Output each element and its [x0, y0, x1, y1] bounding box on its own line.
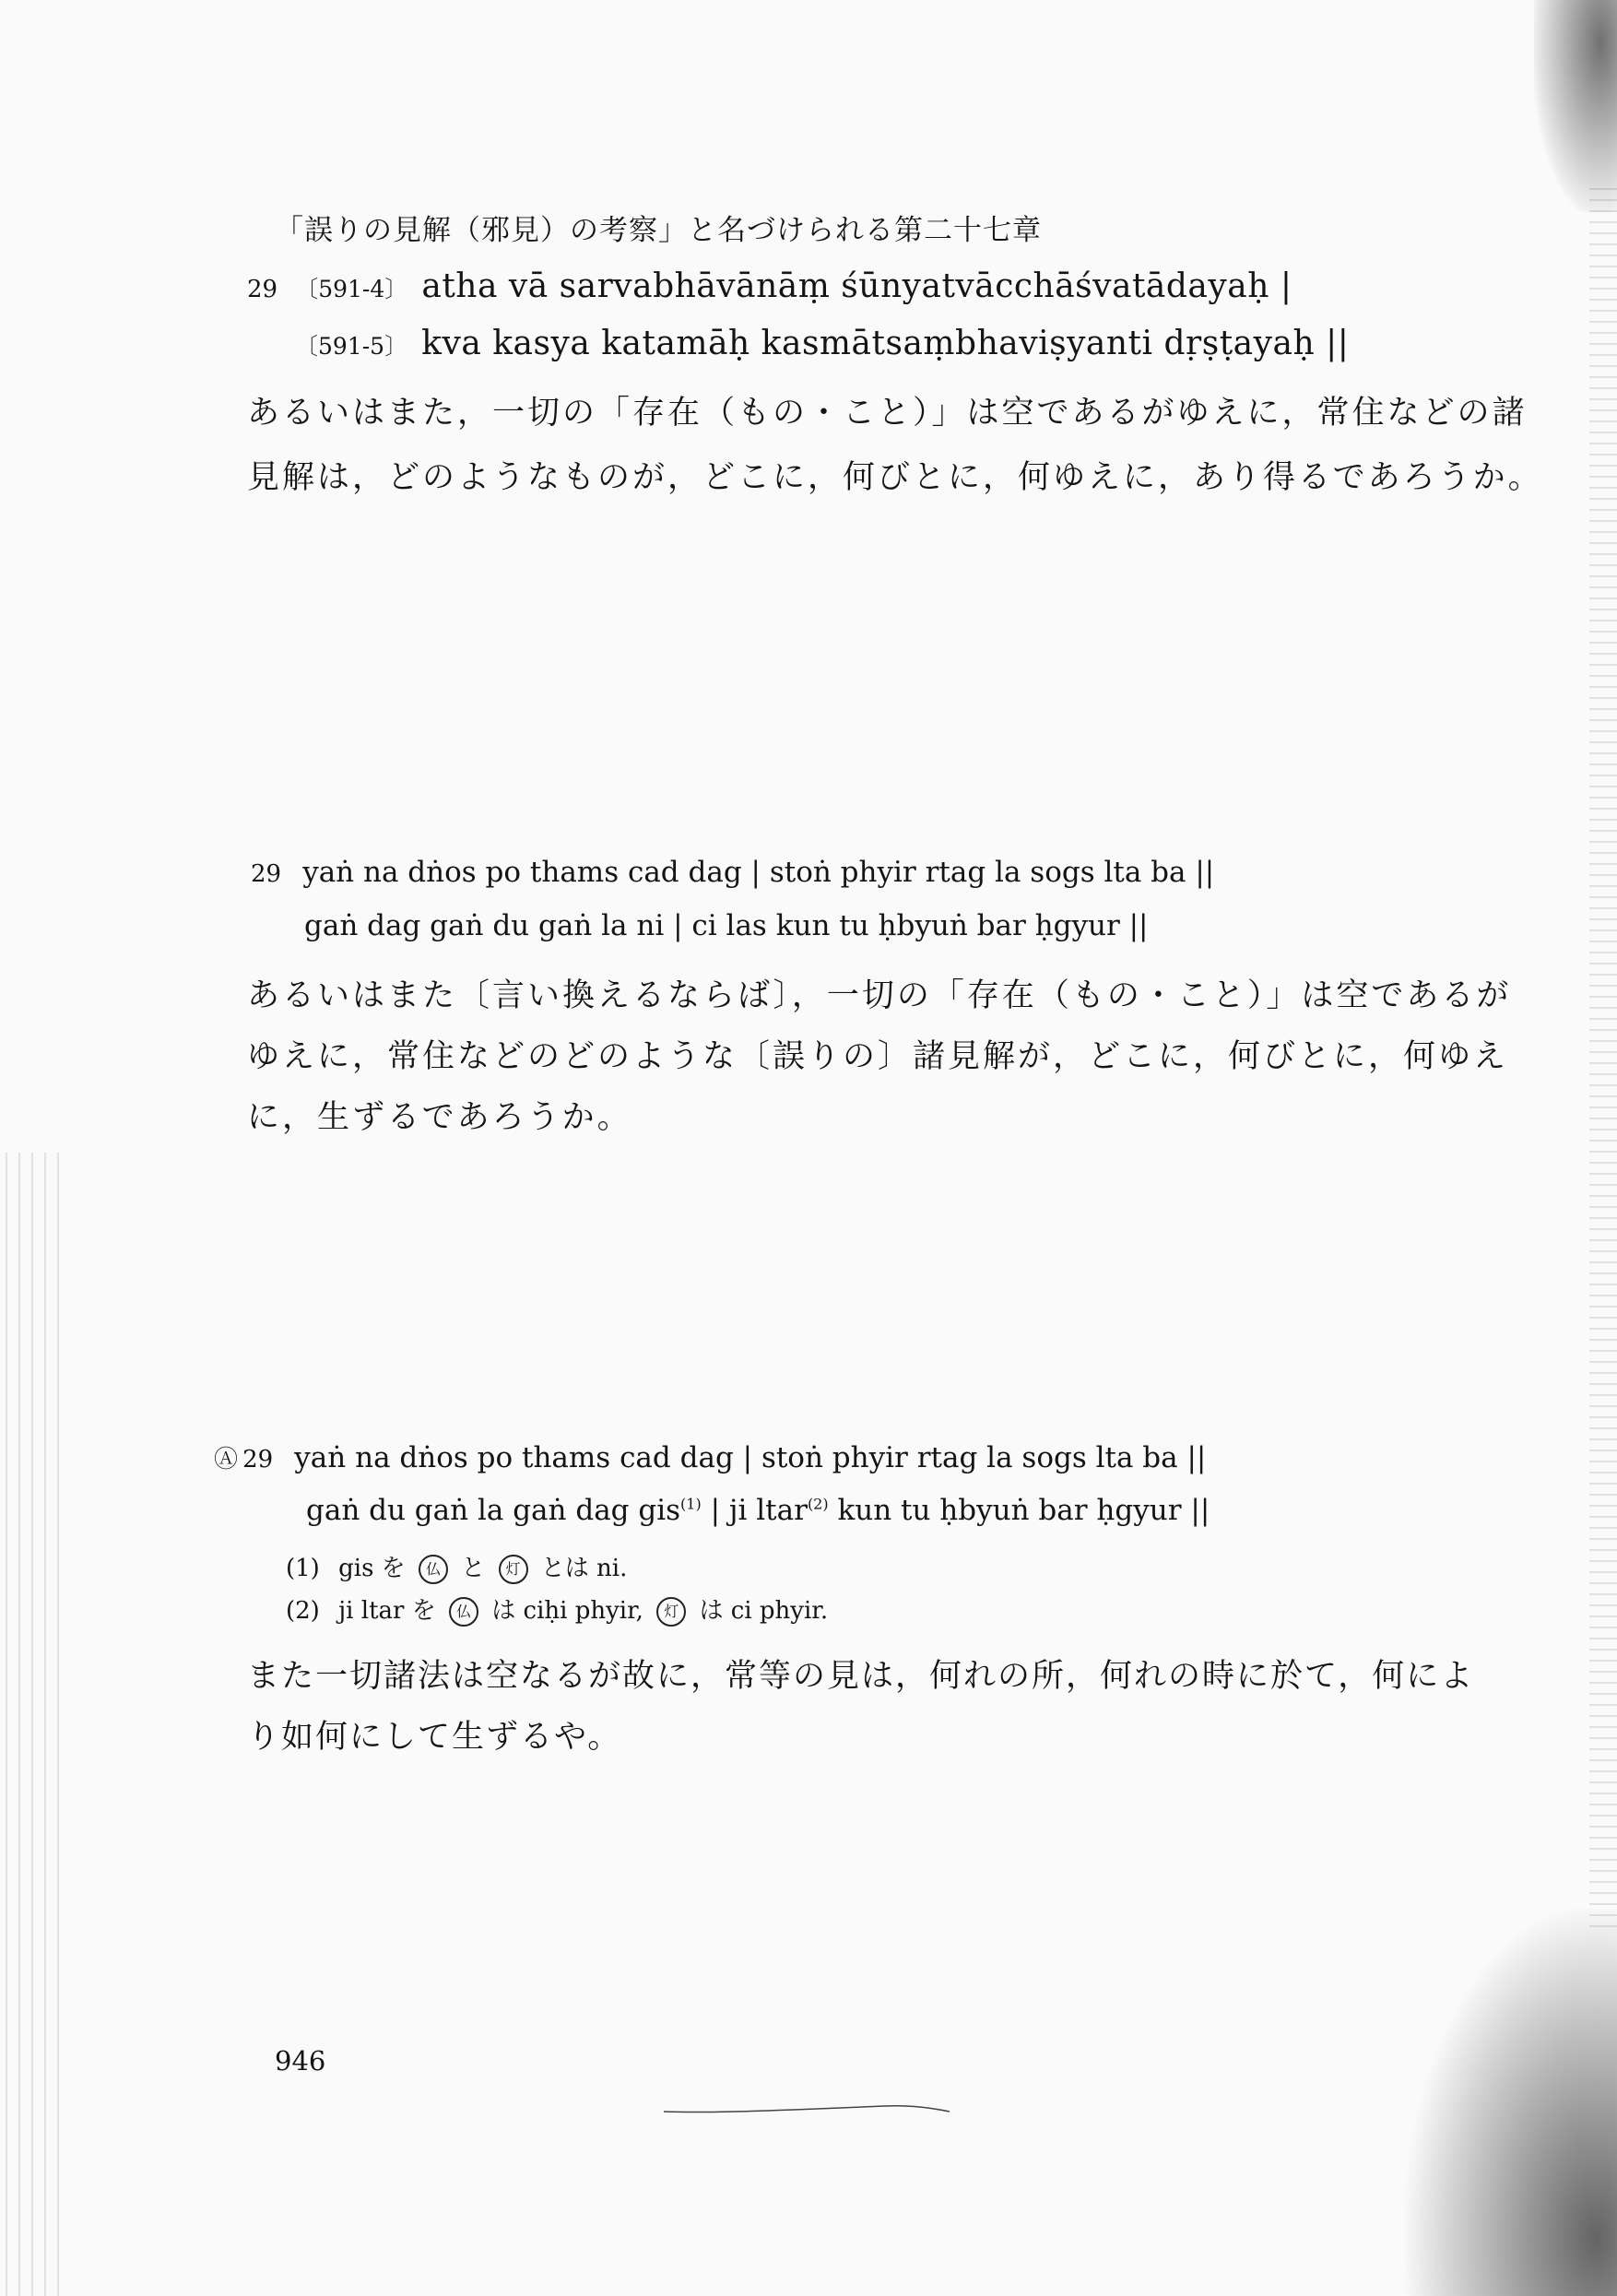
sanskrit-text: kva kasya katamāḥ kasmātsaṃbhaviṣyanti dṛṣṭayaḥ ||: [421, 325, 1350, 362]
ch-line-1: [214, 1440, 1206, 1474]
footnote-text: ji ltar を: [338, 1597, 436, 1625]
sanskrit-line-2: [295, 325, 1349, 362]
scan-mark: [645, 2093, 959, 2130]
footnote-text: は ci phyir.: [699, 1597, 829, 1625]
verse-number: 29: [251, 860, 282, 888]
tibetan-text: kun tu ḥbyuṅ bar ḥgyur ||: [828, 1494, 1210, 1527]
tibetan-text: gaṅ du gaṅ la gaṅ dag gis: [306, 1494, 681, 1527]
verse-number: 29: [247, 276, 278, 303]
sanskrit-translation-line-1: あるいはまた，一切の「存在（もの・こと）」は空であるがゆえに，常住などの諸: [247, 395, 1528, 432]
tibetan-line-1: [251, 856, 1214, 889]
verse-number: 29: [242, 1446, 274, 1473]
sanskrit-translation-line-2: 見解は，どのようなものが，どこに，何びとに，何ゆえに，あり得るであろうか。: [247, 459, 1543, 496]
tibetan-text: yaṅ na dṅos po thams cad dag | stoṅ phyir rtag la sogs lta ba ||: [294, 1441, 1207, 1474]
tibetan-line-2: gaṅ dag gaṅ du gaṅ la ni | ci las kun tu ḥbyuṅ bar ḥgyur ||: [304, 909, 1149, 942]
scan-edge-left: [0, 1153, 65, 2296]
prajnapradipa-symbol: 灯: [656, 1597, 686, 1627]
verse-ref: 〔591-4〕: [295, 276, 408, 302]
footnote-text: は ciḥi phyir,: [491, 1597, 643, 1625]
footnote-number: (1): [286, 1555, 320, 1582]
chapter-title: 「誤りの見解（邪見）の考察」と名づけられる第二十七章: [275, 214, 1042, 247]
prajnapradipa-symbol: 灯: [499, 1555, 528, 1584]
footnote-ref: (2): [807, 1495, 829, 1513]
footnote-text: と: [461, 1555, 486, 1582]
footnote-1: [286, 1549, 627, 1584]
sanskrit-text: atha vā sarvabhāvānāṃ śūnyatvācchāśvatādayaḥ |: [421, 267, 1292, 305]
footnote-2: [286, 1592, 828, 1627]
tibetan-text: yaṅ na dṅos po thams cad dag | stoṅ phyir rtag la sogs lta ba ||: [302, 856, 1215, 889]
footnote-text: gis を: [338, 1555, 406, 1582]
tibetan-translation-line-3: に，生ずるであろうか。: [247, 1099, 632, 1136]
chinese-translation-line-1: また一切諸法は空なるが故に，常等の見は，何れの所，何れの時に於て，何によ: [247, 1658, 1475, 1695]
footnote-number: (2): [286, 1597, 320, 1625]
sanskrit-line-1: [247, 267, 1292, 305]
tibetan-translation-line-1: あるいはまた〔言い換えるならば〕，一切の「存在（もの・こと）」は空であるが: [247, 977, 1512, 1014]
tibetan-translation-line-2: ゆえに，常住などのどのような〔誤りの〕諸見解が，どこに，何びとに，何ゆえ: [247, 1038, 1509, 1075]
scan-edge-bottom-right: [1405, 1909, 1617, 2296]
scan-edge-top-right: [1534, 0, 1617, 212]
scan-edge-right: [1589, 184, 1617, 1936]
chinese-translation-line-2: り如何にして生ずるや。: [247, 1719, 622, 1756]
section-marker: Ⓐ: [214, 1446, 239, 1473]
footnote-ref: (1): [680, 1495, 702, 1513]
buddhapalita-symbol: 仏: [419, 1555, 448, 1584]
ch-line-2: [306, 1494, 1210, 1527]
tibetan-text: | ji ltar: [701, 1494, 808, 1527]
verse-ref: 〔591-5〕: [295, 333, 408, 360]
page-number: 946: [275, 2045, 326, 2077]
buddhapalita-symbol: 仏: [449, 1597, 478, 1627]
footnote-text: とは ni.: [540, 1555, 628, 1582]
